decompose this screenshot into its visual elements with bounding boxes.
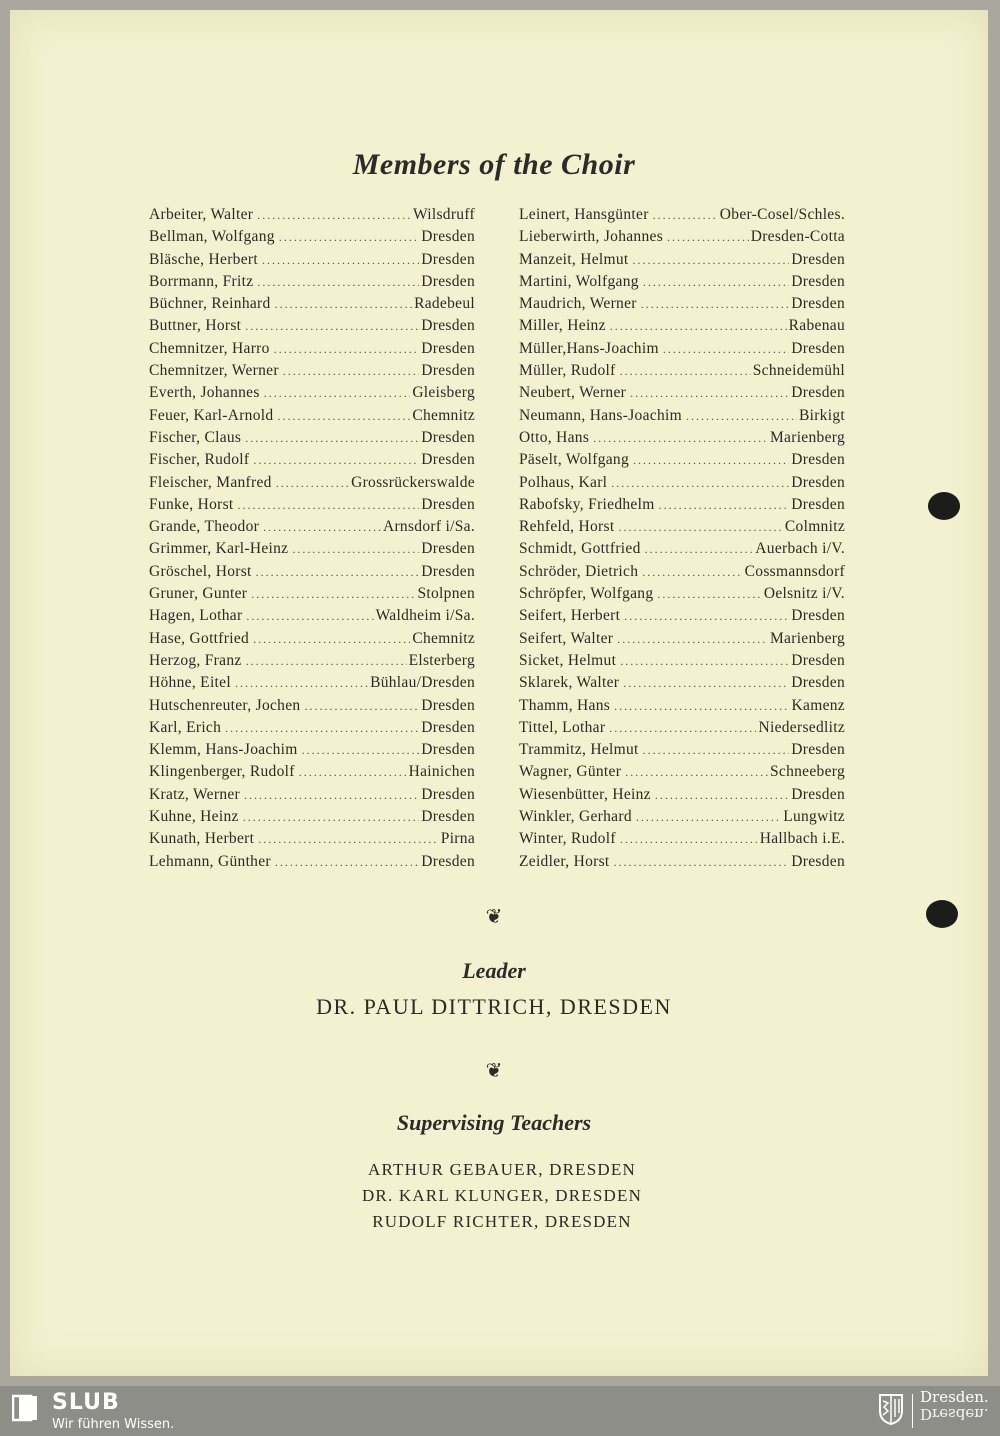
member-hometown: Chemnitz	[412, 406, 475, 424]
leader-dots	[611, 476, 789, 491]
viewer-footer	[0, 1386, 1000, 1436]
member-hometown: Colmnitz	[784, 518, 845, 536]
member-hometown: Dresden-Cotta	[750, 228, 845, 246]
member-name: Kunath, Herbert	[149, 830, 255, 848]
member-row	[519, 273, 845, 295]
ornament-icon: ❦	[485, 1060, 503, 1082]
leader-dots	[633, 453, 789, 468]
leader-dots	[643, 743, 790, 758]
member-row	[519, 496, 845, 518]
member-name: Otto, Hans	[519, 428, 590, 446]
leader-dots	[264, 386, 411, 401]
leader-dots	[245, 319, 419, 334]
member-hometown: Dresden	[421, 451, 475, 469]
member-hometown: Wilsdruff	[412, 206, 475, 223]
member-row	[149, 540, 475, 562]
member-row	[149, 741, 475, 763]
member-row	[149, 407, 475, 429]
member-row	[519, 340, 845, 362]
member-row	[519, 763, 845, 785]
leader-dots	[636, 810, 781, 825]
member-hometown: Dresden	[791, 607, 845, 625]
member-name: Hase, Gottfried	[149, 629, 250, 647]
leader-dots	[257, 275, 419, 290]
member-name: Seifert, Walter	[519, 629, 614, 647]
leader-dots	[262, 253, 419, 268]
member-name: Büchner, Reinhard	[149, 295, 271, 313]
member-hometown: Stolpnen	[417, 585, 475, 603]
member-name: Polhaus, Karl	[519, 473, 608, 491]
member-hometown: Waldheim i/Sa.	[375, 607, 475, 625]
leader-dots	[246, 609, 373, 624]
leader-dots	[253, 632, 410, 647]
member-row	[519, 719, 845, 741]
leader-dots	[633, 253, 790, 268]
members-column-left	[149, 206, 475, 875]
member-row	[519, 808, 845, 830]
member-hometown: Auerbach i/V.	[755, 540, 845, 558]
member-hometown: Oelsnitz i/V.	[763, 585, 845, 603]
member-name: Kratz, Werner	[149, 785, 241, 803]
ornament-icon: ❦	[485, 906, 503, 928]
member-hometown: Dresden	[421, 250, 475, 268]
page-title: Members of the Choir	[352, 148, 636, 181]
member-row	[149, 384, 475, 406]
member-row	[519, 362, 845, 384]
member-hometown: Dresden	[421, 228, 475, 246]
member-name: Gruner, Gunter	[149, 585, 248, 603]
member-row	[149, 295, 475, 317]
member-hometown: Dresden	[421, 362, 475, 380]
member-name: Winkler, Gerhard	[519, 808, 632, 826]
leader-dots	[645, 542, 754, 557]
leader-dots	[238, 498, 420, 513]
member-name: Höhne, Eitel	[149, 674, 231, 692]
member-hometown: Schneidemühl	[752, 362, 845, 380]
member-row	[149, 362, 475, 384]
leader-dots	[235, 676, 368, 691]
member-hometown: Dresden	[791, 272, 845, 290]
member-hometown: Pirna	[440, 830, 475, 848]
leader-dots	[609, 721, 756, 736]
leader-dots	[292, 542, 419, 557]
member-row	[519, 830, 845, 852]
member-name: Herzog, Franz	[149, 651, 242, 669]
member-hometown: Dresden	[421, 540, 475, 558]
leader-dots	[620, 832, 758, 847]
teacher-name: DR. KARL KLUNGER, DRESDEN	[361, 1186, 643, 1205]
member-row	[149, 652, 475, 674]
city-label[interactable]: Dresden.	[920, 1388, 989, 1406]
member-row	[149, 585, 475, 607]
leader-dots	[277, 409, 410, 424]
leader-dots	[246, 654, 407, 669]
leader-dots	[624, 609, 789, 624]
member-name: Thamm, Hans	[519, 696, 611, 714]
member-name: Neubert, Werner	[519, 384, 627, 402]
member-row	[149, 719, 475, 741]
member-name: Borrmann, Fritz	[149, 272, 254, 290]
member-hometown: Lungwitz	[783, 808, 845, 826]
member-row	[149, 518, 475, 540]
leader-dots	[274, 342, 420, 357]
leader-dots	[225, 721, 419, 736]
member-hometown: Cossmannsdorf	[744, 562, 845, 580]
members-column-right	[519, 206, 845, 875]
member-name: Manzeit, Helmut	[519, 250, 629, 268]
member-hometown: Dresden	[421, 741, 475, 759]
member-name: Lehmann, Günther	[149, 852, 271, 870]
leader-dots	[279, 230, 419, 245]
leader-dots	[304, 699, 419, 714]
leader-dots	[258, 832, 439, 847]
member-hometown: Dresden	[791, 451, 845, 469]
member-name: Zeidler, Horst	[519, 852, 610, 870]
member-row	[149, 273, 475, 295]
member-row	[149, 786, 475, 808]
member-name: Buttner, Horst	[149, 317, 242, 335]
member-row	[149, 474, 475, 496]
leader-dots	[663, 342, 789, 357]
member-row	[149, 697, 475, 719]
member-hometown: Grossrückerswalde	[351, 473, 475, 491]
member-row	[149, 317, 475, 339]
leader-dots	[641, 297, 790, 312]
leader-dots	[243, 810, 420, 825]
member-hometown: Ober-Cosel/Schles.	[719, 206, 845, 223]
teacher-name: RUDOLF RICHTER, DRESDEN	[372, 1212, 632, 1231]
member-name: Wiesenbütter, Heinz	[519, 785, 651, 803]
member-name: Trammitz, Helmut	[519, 741, 639, 759]
leader-dots	[610, 319, 787, 334]
member-name: Fleischer, Manfred	[149, 473, 272, 491]
member-hometown: Dresden	[421, 852, 475, 870]
leader-dots	[620, 364, 751, 379]
leader-dots	[251, 587, 415, 602]
member-row	[519, 317, 845, 339]
teachers-heading: Supervising Teachers	[396, 1110, 592, 1135]
member-hometown: Dresden	[791, 473, 845, 491]
leader-dots	[657, 587, 761, 602]
member-hometown: Birkigt	[798, 406, 845, 424]
member-row	[149, 853, 475, 875]
member-name: Bellman, Wolfgang	[149, 228, 275, 246]
member-name: Fischer, Claus	[149, 428, 242, 446]
member-name: Hutschenreuter, Jochen	[149, 696, 301, 714]
member-name: Gröschel, Horst	[149, 562, 252, 580]
member-name: Bläsche, Herbert	[149, 250, 258, 268]
member-row	[519, 697, 845, 719]
leader-dots	[642, 565, 742, 580]
member-row	[519, 295, 845, 317]
member-row	[149, 496, 475, 518]
leader-dots	[275, 855, 419, 870]
member-hometown: Hallbach i.E.	[759, 830, 845, 848]
member-name: Martini, Wolfgang	[519, 272, 639, 290]
leader-heading: Leader	[462, 958, 526, 983]
member-row	[149, 674, 475, 696]
leader-dots	[244, 788, 419, 803]
member-hometown: Dresden	[791, 495, 845, 513]
member-name: Feuer, Karl-Arnold	[149, 406, 274, 424]
member-name: Miller, Heinz	[519, 317, 606, 335]
member-name: Klingenberger, Rudolf	[149, 763, 295, 781]
member-row	[149, 808, 475, 830]
member-name: Grande, Theodor	[149, 518, 260, 536]
member-name: Hagen, Lothar	[149, 607, 243, 625]
member-name: Tittel, Lothar	[519, 718, 606, 736]
member-row	[519, 206, 845, 228]
member-row	[519, 251, 845, 273]
member-hometown: Marienberg	[769, 428, 845, 446]
member-name: Fischer, Rudolf	[149, 451, 250, 469]
member-row	[519, 674, 845, 696]
leader-dots	[653, 208, 718, 223]
leader-dots	[245, 431, 419, 446]
member-row	[519, 451, 845, 473]
leader-dots	[686, 409, 797, 424]
member-row	[519, 429, 845, 451]
leader-dots	[623, 676, 789, 691]
member-name: Wagner, Günter	[519, 763, 622, 781]
leader-dots	[299, 765, 407, 780]
member-row	[519, 607, 845, 629]
member-hometown: Dresden	[791, 785, 845, 803]
member-name: Kuhne, Heinz	[149, 808, 239, 826]
member-name: Everth, Johannes	[149, 384, 260, 402]
member-name: Sklarek, Walter	[519, 674, 620, 692]
library-tagline: Wir führen Wissen.	[52, 1417, 175, 1432]
member-hometown: Dresden	[421, 317, 475, 335]
punch-hole	[928, 492, 960, 520]
teacher-name: ARTHUR GEBAUER, DRESDEN	[368, 1160, 636, 1179]
member-name: Müller,Hans-Joachim	[519, 339, 659, 357]
member-row	[519, 630, 845, 652]
member-row	[149, 429, 475, 451]
member-row	[519, 474, 845, 496]
member-name: Schröder, Dietrich	[519, 562, 639, 580]
member-name: Leinert, Hansgünter	[519, 206, 649, 223]
leader-dots	[257, 208, 411, 223]
leader-dots	[625, 765, 768, 780]
member-hometown: Dresden	[791, 250, 845, 268]
member-row	[149, 630, 475, 652]
member-hometown: Dresden	[791, 339, 845, 357]
member-hometown: Marienberg	[769, 629, 845, 647]
library-name[interactable]: SLUB	[52, 1390, 120, 1415]
member-hometown: Dresden	[421, 562, 475, 580]
member-row	[149, 451, 475, 473]
member-name: Schröpfer, Wolfgang	[519, 585, 654, 603]
member-name: Klemm, Hans-Joachim	[149, 741, 298, 759]
member-hometown: Dresden	[421, 696, 475, 714]
member-hometown: Dresden	[421, 339, 475, 357]
member-hometown: Radebeul	[414, 295, 475, 313]
member-hometown: Niedersedlitz	[758, 718, 845, 736]
member-row	[149, 563, 475, 585]
member-hometown: Chemnitz	[412, 629, 475, 647]
member-name: Winter, Rudolf	[519, 830, 616, 848]
member-hometown: Arnsdorf i/Sa.	[382, 518, 475, 536]
member-hometown: Gleisberg	[412, 384, 475, 402]
leader-dots	[276, 476, 349, 491]
leader-dots	[659, 498, 790, 513]
member-name: Rehfeld, Horst	[519, 518, 615, 536]
leader-dots	[620, 654, 789, 669]
dresden-crest-icon[interactable]	[878, 1393, 904, 1425]
member-hometown: Dresden	[421, 785, 475, 803]
member-row	[519, 741, 845, 763]
member-name: Sicket, Helmut	[519, 651, 617, 669]
leader-dots	[643, 275, 789, 290]
member-hometown: Dresden	[421, 428, 475, 446]
leader-dots	[617, 632, 768, 647]
member-hometown: Schneeberg	[769, 763, 845, 781]
leader-dots	[618, 520, 782, 535]
member-row	[519, 563, 845, 585]
member-hometown: Dresden	[791, 674, 845, 692]
member-row	[149, 228, 475, 250]
member-row	[519, 228, 845, 250]
leader-dots	[263, 520, 381, 535]
leader-dots	[630, 386, 789, 401]
member-hometown: Bühlau/Dresden	[370, 674, 475, 692]
member-hometown: Dresden	[791, 852, 845, 870]
member-row	[149, 607, 475, 629]
member-name: Chemnitzer, Werner	[149, 362, 279, 380]
member-name: Seifert, Herbert	[519, 607, 621, 625]
member-row	[149, 763, 475, 785]
member-row	[519, 652, 845, 674]
leader-dots	[614, 699, 789, 714]
leader-dots	[256, 565, 420, 580]
leader-dots	[275, 297, 413, 312]
member-row	[519, 540, 845, 562]
leader-dots	[614, 855, 790, 870]
member-row	[149, 830, 475, 852]
member-name: Päselt, Wolfgang	[519, 451, 630, 469]
member-hometown: Hainichen	[408, 763, 475, 781]
member-name: Funke, Horst	[149, 495, 234, 513]
member-hometown: Kamenz	[791, 696, 845, 714]
member-row	[149, 251, 475, 273]
member-row	[149, 206, 475, 228]
member-name: Chemnitzer, Harro	[149, 339, 270, 357]
leader-dots	[655, 788, 789, 803]
member-hometown: Dresden	[791, 384, 845, 402]
city-label-reflection: Dresden.	[920, 1405, 989, 1423]
leader-dots	[302, 743, 420, 758]
leader-dots	[253, 453, 419, 468]
leader-name: DR. PAUL DITTRICH, DRESDEN	[316, 994, 672, 1019]
member-hometown: Dresden	[421, 808, 475, 826]
member-name: Maudrich, Werner	[519, 295, 637, 313]
member-row	[519, 786, 845, 808]
member-hometown: Dresden	[791, 651, 845, 669]
member-hometown: Rabenau	[788, 317, 845, 335]
member-name: Lieberwirth, Johannes	[519, 228, 664, 246]
member-hometown: Dresden	[421, 272, 475, 290]
member-row	[519, 384, 845, 406]
leader-dots	[667, 230, 749, 245]
member-row	[519, 585, 845, 607]
slub-book-icon[interactable]	[12, 1394, 38, 1422]
member-hometown: Dresden	[421, 495, 475, 513]
footer-divider	[912, 1394, 913, 1428]
member-hometown: Dresden	[791, 741, 845, 759]
member-name: Schmidt, Gottfried	[519, 540, 641, 558]
leader-dots	[283, 364, 419, 379]
leader-dots	[593, 431, 768, 446]
member-hometown: Dresden	[421, 718, 475, 736]
member-name: Rabofsky, Friedhelm	[519, 495, 655, 513]
member-name: Grimmer, Karl-Heinz	[149, 540, 289, 558]
member-row	[519, 853, 845, 875]
member-hometown: Dresden	[791, 295, 845, 313]
member-name: Karl, Erich	[149, 718, 222, 736]
member-name: Müller, Rudolf	[519, 362, 616, 380]
member-row	[519, 518, 845, 540]
member-name: Neumann, Hans-Joachim	[519, 406, 682, 424]
member-row	[149, 340, 475, 362]
member-row	[519, 407, 845, 429]
member-hometown: Elsterberg	[408, 651, 475, 669]
member-name: Arbeiter, Walter	[149, 206, 254, 223]
